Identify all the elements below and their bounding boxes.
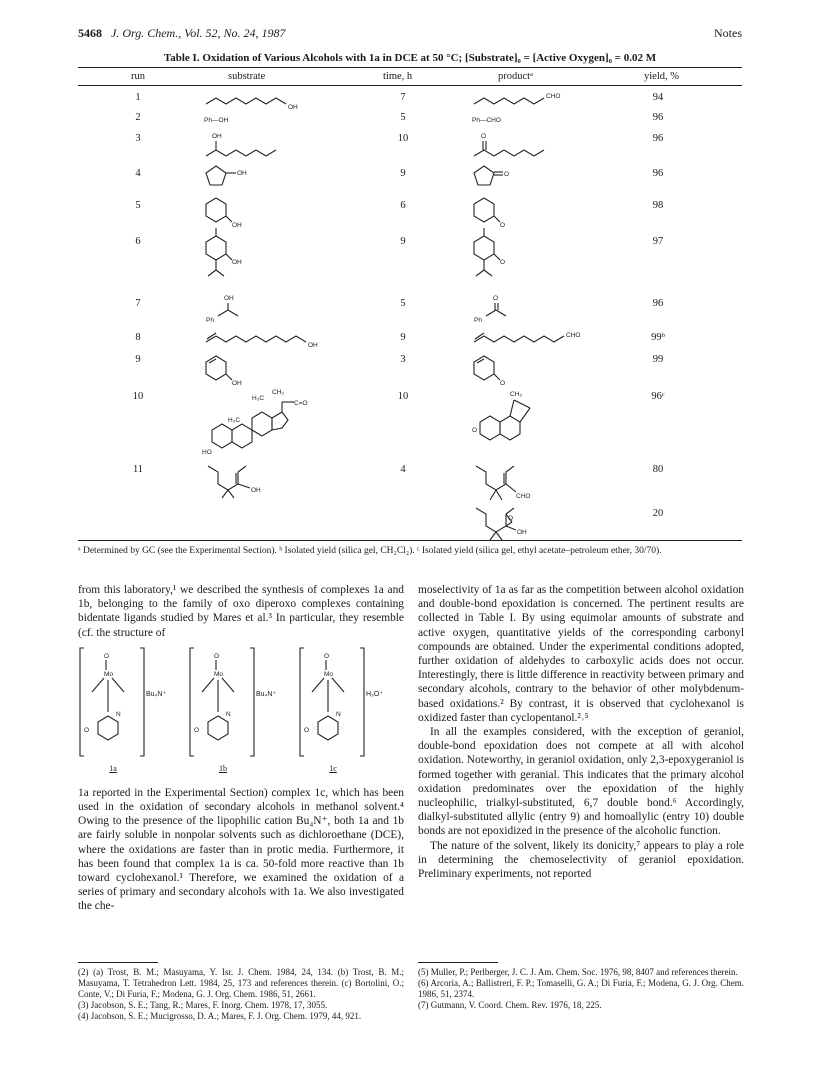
methyl-label: H₃C [228,417,241,424]
complex-1c [298,644,398,772]
oxygen-label: O [84,726,90,734]
paragraph: In all the examples considered, with the exception of geraniol, double-bond epoxidation does not compete at all with alcohol oxidation. Noteworthy, in geraniol oxidation, only 2,3-epoxygeraniol is formed together with geranial. This indicates that the primary alcohol oxidation predominates over the epoxidation of the highly nucleophilic, trialkyl-substituted, 6,7 double bond.⁶ Accordingly, dialkyl-substituted allylic (entry 9) and homoallylic (entry 10) double bonds are not epoxidized in the presence of the alcoholic function. [418,726,744,838]
col-header-time: time, h [383,71,413,82]
ketone-label: O [500,222,506,229]
yield-value: 99ᵇ [651,332,665,343]
oxo-label: O [214,652,220,660]
product-structure-5 [470,194,530,230]
reference-item: (2) (a) Trost, B. M.; Masuyama, Y. Isr. J. Chem. 1984, 24, 134. (b) Trost, B. M.; Masuyama, T. Tetrahedron Lett. 1984, 25, 173 and references therein. (c) Bortolini, O.; Conte, V.; Di Furia, F.; Modena, G. J. Org. Chem. 1986, 51, 2661. [78,967,404,999]
table-footnotes: ᵃ Determined by GC (see the Experimental Section). ᵇ Isolated yield (silica gel, CH₂Cl₂). ᶜ Isolated yield (silica gel, ethyl acetate–petroleum ether, 30/70). [78,546,662,556]
yield-value: 96ᶜ [651,391,665,402]
reference-item: (6) Arcoria, A.; Ballistreri, F. P.; Tomaselli, G. A.; Di Furia, F.; Modena, G. J. Org. Chem. 1986, 51, 2374. [418,978,744,999]
methyl-label: CH₃ [510,391,523,398]
yield-value: 96 [652,133,664,144]
epoxide-label: O [508,515,514,522]
product-structure-9 [470,352,530,388]
run-number: 3 [135,133,141,144]
hydroxyl-label: OH [251,487,261,494]
section-name: Notes [714,26,742,40]
product-structure-2 [470,110,530,128]
reference-item: (5) Muller, P.; Perlberger, J. C. J. Am. Chem. Soc. 1976, 98, 8407 and references therein. [418,967,738,977]
product-structure-7 [470,292,530,326]
oxygen-label: O [194,726,200,734]
hydroxyl-label: OH [308,342,318,349]
yield-value: 94 [652,92,664,103]
ketone-label: O [504,171,510,178]
time-value: 6 [400,200,406,211]
run-number: 7 [135,298,141,309]
substrate-structure-5 [202,194,262,230]
benzyl-alcohol-label: Ph—OH [204,117,229,124]
phenyl-label: Ph [206,317,214,324]
paragraph: moselectivity of 1a as far as the competition between alcohol oxidation and double-bond epoxidation is concerned. The pertinent results are collected in Table I. By using equimolar amounts of substrate and active oxygen, quantitative yields of the corresponding carbonyl compounds are obtained. Under the experimental conditions adopted, further oxidation of aldehydes to carboxylic acids does not occur. Interestingly, there is little difference in reactivity between primary and secondary alcohols, contrary to the behavior of other molybdenum-based oxidations.² By contrast, it is observed that cyclohexanol is oxidized faster than cyclopentanol.²˒⁵ [418,584,744,724]
references-right [418,962,744,1011]
complex-caption: 1c [329,763,337,773]
run-number: 11 [132,464,144,475]
oxygen-label: O [304,726,310,734]
run-number: 5 [135,200,141,211]
ketone-label: O [493,295,499,302]
methyl-label: CH₃ [272,389,285,396]
reference-divider [78,962,158,963]
substrate-structure-2 [202,110,262,128]
run-number: 2 [135,112,141,123]
complex-structure [298,644,368,760]
metal-label: Mo [324,670,334,678]
substrate-structure-10 [202,388,342,466]
substrate-structure-7 [202,292,262,326]
time-value: 5 [400,112,406,123]
counterion: H₃O⁺ [366,690,384,698]
product-structure-1 [470,88,580,110]
substrate-structure-8 [202,328,332,350]
oxo-label: O [324,652,330,660]
run-number: 9 [135,354,141,365]
table-top-rule [78,67,742,68]
ketone-label: O [481,133,487,140]
substrate-structure-6 [202,228,262,290]
metal-label: Mo [104,670,114,678]
complex-structures [78,644,404,784]
table-title: Table I. Oxidation of Various Alcohols with 1a in DCE at 50 °C; [Substrate]₀ = [Active Oxygen]₀ = 0.02 M [163,52,657,64]
table-header-row [78,71,742,85]
hydroxyl-label: OH [224,295,234,302]
nitrogen-label: N [336,710,341,718]
product-structure-11b [470,504,540,544]
paragraph: The nature of the solvent, likely its donicity,⁷ appears to play a role in determining the chemoselectivity of geraniol epoxidation. Preliminary experiments, not reported [418,839,744,881]
time-value: 7 [400,92,406,103]
product-structure-6 [470,228,530,290]
body-column-left [78,583,404,914]
yield-value: 98 [652,200,664,211]
reference-divider [418,962,498,963]
time-value: 5 [400,298,406,309]
yield-value: 80 [652,464,664,475]
complex-caption: 1b [219,763,227,773]
paragraph: from this laboratory,¹ we described the synthesis of complexes 1a and 1b, belonging to the family of oxo diperoxo complexes containing bidentate ligands studied by Mares et al.³ In particular, they resemble (cf. the structure of [78,584,404,639]
ketone-label: O [500,259,506,266]
time-value: 3 [400,354,406,365]
substrate-structure-4 [202,162,262,192]
run-number: 1 [135,92,141,103]
reference-item: (3) Jacobson, S. E.; Tang, R.; Mares, F. Inorg. Chem. 1978, 17, 3055. [78,1000,328,1010]
complex-caption: 1a [109,763,117,773]
hydroxyl-label: OH [232,380,242,387]
col-header-substrate: substrate [228,71,266,82]
time-value: 9 [400,236,406,247]
complex-1b [188,644,288,772]
substrate-structure-1 [202,90,312,112]
counterion: Bu₄N⁺ [256,690,277,698]
metal-label: Mo [214,670,224,678]
run-number: 6 [135,236,141,247]
hydroxyl-label: HO [202,449,212,456]
yield-value: 20 [652,508,664,519]
yield-value: 96 [652,112,664,123]
col-header-product: productᵃ [498,71,533,82]
running-header [78,26,742,44]
product-structure-8 [470,328,600,350]
nitrogen-label: N [226,710,231,718]
benzaldehyde-label: Ph—CHO [472,117,501,124]
hydroxyl-label: OH [232,222,242,229]
aldehyde-label: CHO [546,93,561,100]
time-value: 10 [397,391,409,402]
table-header-rule [78,85,742,86]
col-header-yield: yield, % [644,71,679,82]
ketone-label: O [500,380,506,387]
phenyl-label: Ph [474,317,482,324]
carbonyl-label: C=O [294,400,308,407]
run-number: 4 [135,168,141,179]
hydroxyl-label: OH [288,104,298,111]
page-number: 5468 [78,26,102,40]
product-structure-3 [470,130,560,164]
product-structure-10 [470,388,550,448]
aldehyde-label: CHO [516,493,531,500]
yield-value: 96 [652,168,664,179]
yield-value: 96 [652,298,664,309]
references-left [78,962,404,1022]
substrate-structure-3 [202,130,292,164]
reference-item: (7) Gutmann, V. Coord. Chem. Rev. 1976, 18, 225. [418,1000,602,1010]
aldehyde-label: CHO [566,332,581,339]
product-structure-4 [470,162,530,192]
run-number: 8 [135,332,141,343]
reference-item: (4) Jacobson, S. E.; Mucigrosso, D. A.; Mares, F. J. Org. Chem. 1979, 44, 921. [78,1011,362,1021]
run-number: 10 [132,391,144,402]
hydroxyl-label: OH [237,170,247,177]
counterion: Bu₄N⁺ [146,690,167,698]
time-value: 9 [400,332,406,343]
substrate-structure-11 [202,462,272,502]
hydroxyl-label: OH [517,529,527,536]
journal-citation: J. Org. Chem., Vol. 52, No. 24, 1987 [111,26,286,40]
table-body [78,88,742,538]
hydroxyl-label: OH [232,259,242,266]
ketone-label: O [472,427,478,434]
nitrogen-label: N [116,710,121,718]
time-value: 4 [400,464,406,475]
time-value: 10 [397,133,409,144]
substrate-structure-9 [202,352,262,388]
oxo-label: O [104,652,110,660]
product-structure-11 [470,462,540,506]
body-column-right [418,583,744,881]
yield-value: 97 [652,236,664,247]
col-header-run: run [131,71,145,82]
table-bottom-rule [78,540,742,541]
time-value: 9 [400,168,406,179]
methyl-label: H₃C [252,395,265,402]
complex-structure [188,644,258,760]
yield-value: 99 [652,354,664,365]
complex-1a [78,644,178,772]
hydroxyl-label: OH [212,133,222,140]
paragraph: 1a reported in the Experimental Section) complex 1c, which has been used in the oxidation of secondary alcohols in methanol solvent.⁴ Owing to the presence of the lipophilic cation Bu₄N⁺, both 1a and 1b are fairly soluble in nonpolar solvents such as dichloroethane (DCE), where the oxidations are faster than in protic media. Furthermore, it has been found that complex 1a is ca. 50-fold more reactive than 1b toward cyclohexanol.¹ Therefore, we examined the oxidation of a series of primary and secondary alcohols with 1a. We also investigated the che- [78,786,404,913]
complex-structure [78,644,148,760]
